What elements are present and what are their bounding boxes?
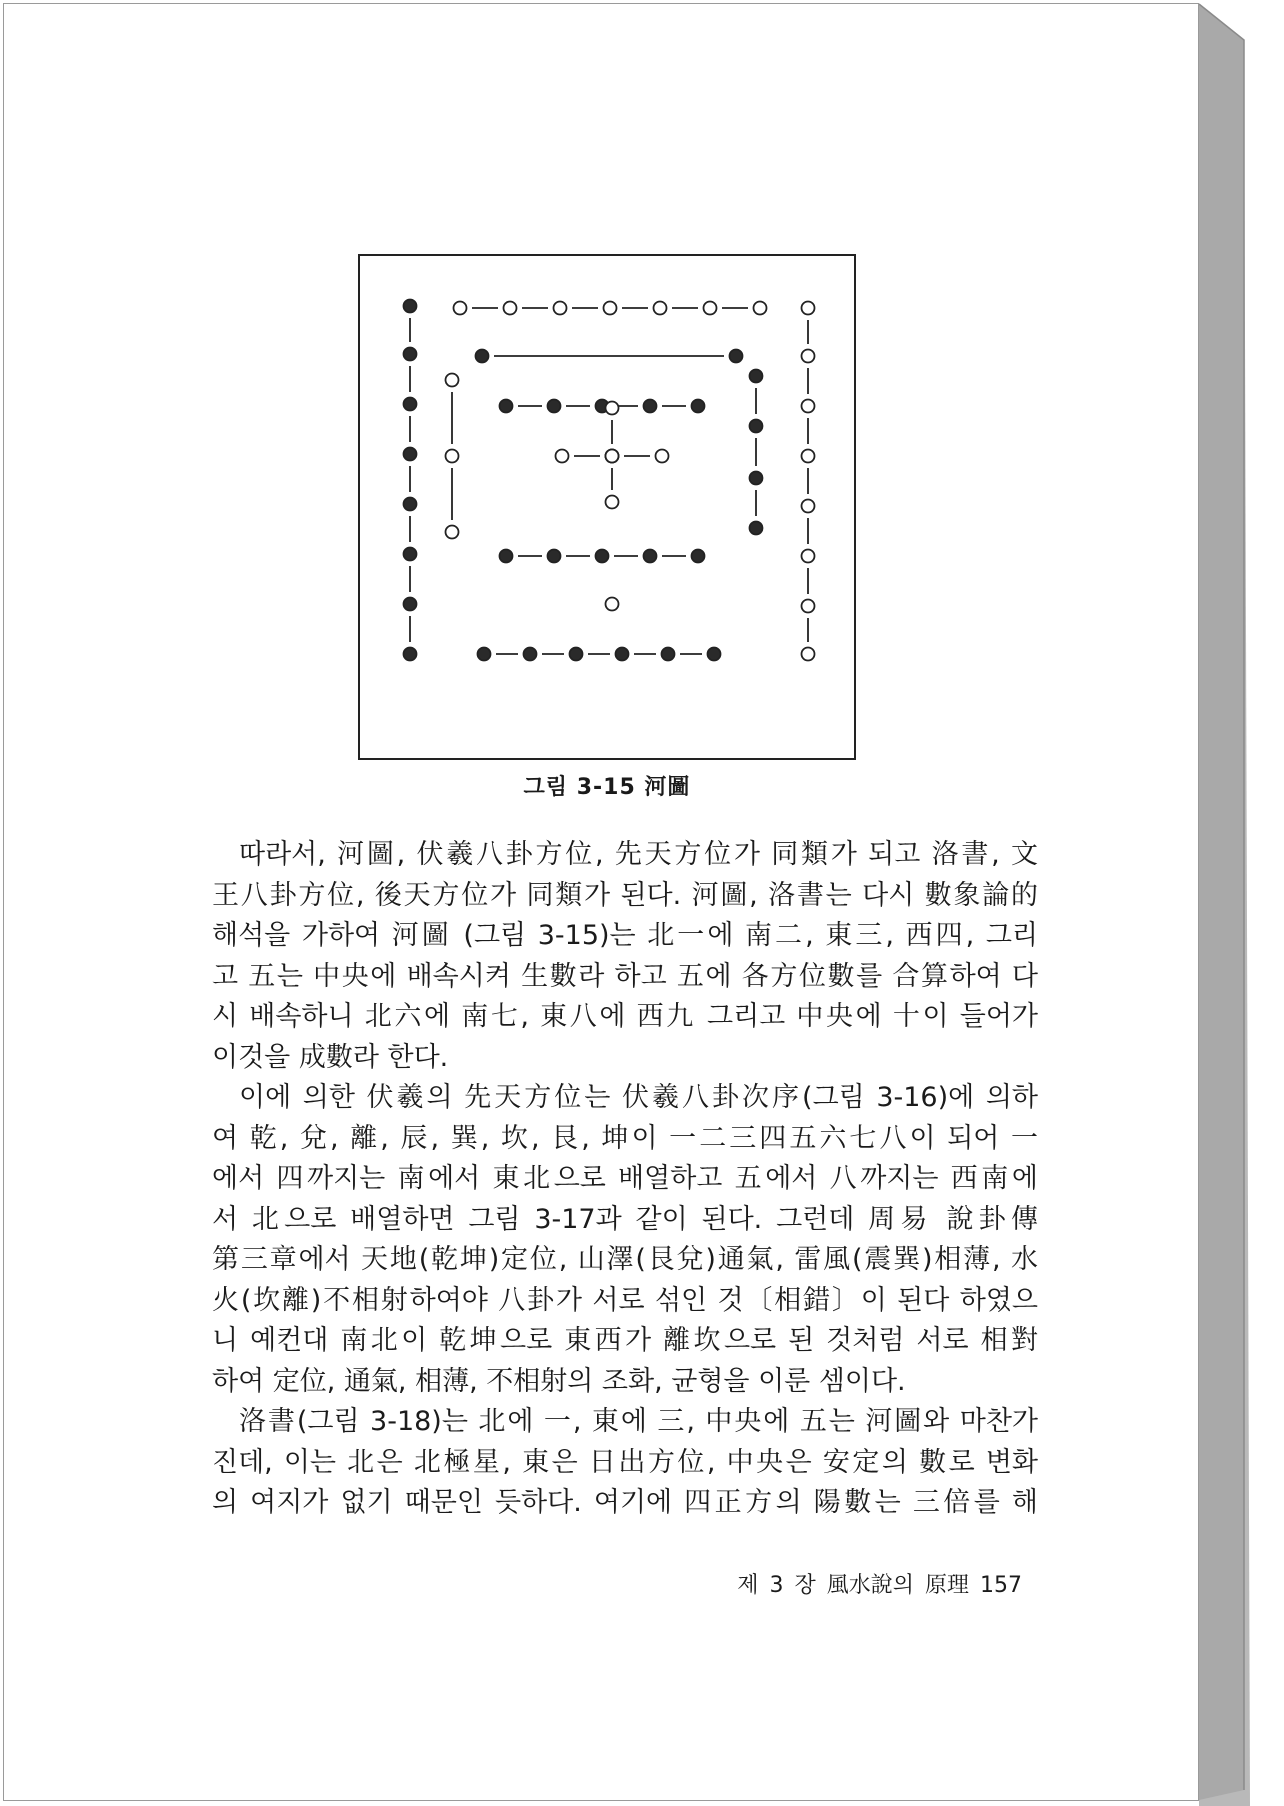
paragraph-1 bbox=[212, 835, 1038, 1078]
yang-dot bbox=[606, 598, 619, 611]
yin-dot bbox=[404, 398, 417, 411]
yin-dot bbox=[404, 598, 417, 611]
text-line: 하여 定位, 通氣, 相薄, 不相射의 조화, 균형을 이룬 셈이다. bbox=[212, 1365, 906, 1397]
text-line: 이것을 成數라 한다. bbox=[212, 1041, 449, 1073]
yang-dot bbox=[556, 450, 569, 463]
yang-dot bbox=[504, 302, 517, 315]
text-line: 王八卦方位, 後天方位가 同類가 된다. 河圖, 洛書는 다시 數象論的 bbox=[212, 879, 1038, 911]
text-line: 고 五는 中央에 배속시켜 生數라 하고 五에 各方位數를 合算하여 다 bbox=[212, 960, 1038, 992]
yin-dot bbox=[404, 300, 417, 313]
yang-dot bbox=[802, 600, 815, 613]
yin-dot bbox=[478, 648, 491, 661]
yang-dot bbox=[454, 302, 467, 315]
yin-dot bbox=[692, 400, 705, 413]
yin-dot bbox=[404, 548, 417, 561]
yin-dot bbox=[730, 350, 743, 363]
text-line: 따라서, 河圖, 伏羲八卦方位, 先天方位가 同類가 되고 洛書, 文 bbox=[239, 839, 1038, 870]
yang-dot bbox=[554, 302, 567, 315]
text-line: 진데, 이는 北은 北極星, 東은 日出方位, 中央은 安定의 數로 변화 bbox=[212, 1446, 1038, 1478]
yin-dot bbox=[524, 648, 537, 661]
text-line: 서 北으로 배열하면 그림 3-17과 같이 된다. 그런데 周易 說卦傳 bbox=[212, 1203, 1038, 1235]
yin-dot bbox=[476, 350, 489, 363]
text-line: 洛書(그림 3-18)는 北에 一, 東에 三, 中央에 五는 河圖와 마찬가 bbox=[239, 1406, 1038, 1437]
yang-dot bbox=[802, 450, 815, 463]
text-line: 시 배속하니 北六에 南七, 東八에 西九 그리고 中央에 十이 들어가 bbox=[212, 1001, 1038, 1032]
yin-dot bbox=[692, 550, 705, 563]
yin-dot bbox=[750, 370, 763, 383]
paragraph-2 bbox=[212, 1078, 1038, 1402]
yin-dot bbox=[708, 648, 721, 661]
yin-dot bbox=[500, 400, 513, 413]
text-line: 여 乾, 兌, 離, 辰, 巽, 坎, 艮, 坤이 一二三四五六七八이 되어 一 bbox=[212, 1122, 1038, 1154]
yin-dot bbox=[404, 648, 417, 661]
text-line: 에서 四까지는 南에서 東北으로 배열하고 五에서 八까지는 西南에 bbox=[212, 1163, 1038, 1194]
body-text bbox=[212, 835, 1038, 1524]
yang-dot bbox=[656, 450, 669, 463]
yang-dot bbox=[604, 302, 617, 315]
yang-dot bbox=[446, 374, 459, 387]
yang-dot bbox=[606, 402, 619, 415]
yin-dot bbox=[596, 550, 609, 563]
yang-dot bbox=[446, 450, 459, 463]
yin-dot bbox=[548, 550, 561, 563]
text-line: 第三章에서 天地(乾坤)定位, 山澤(艮兌)通氣, 雷風(震巽)相薄, 水 bbox=[212, 1244, 1038, 1275]
yin-dot bbox=[662, 648, 675, 661]
yang-dot bbox=[802, 648, 815, 661]
yang-dot bbox=[606, 496, 619, 509]
text-line: 해석을 가하여 河圖 (그림 3-15)는 北一에 南二, 東三, 西四, 그리 bbox=[212, 920, 1038, 951]
text-line: 이에 의한 伏羲의 先天方位는 伏羲八卦次序(그림 3-16)에 의하 bbox=[239, 1082, 1038, 1113]
text-line: 니 예컨대 南北이 乾坤으로 東西가 離坎으로 된 것처럼 서로 相對 bbox=[212, 1325, 1038, 1356]
text-line: 火(坎離)不相射하여야 八卦가 서로 섞인 것〔相錯〕이 된다 하였으 bbox=[212, 1284, 1038, 1316]
hetu-figure bbox=[358, 254, 856, 760]
yin-dot bbox=[616, 648, 629, 661]
yin-dot bbox=[404, 448, 417, 461]
yin-dot bbox=[548, 400, 561, 413]
yin-dot bbox=[750, 420, 763, 433]
yin-dot bbox=[644, 550, 657, 563]
hetu-diagram bbox=[360, 256, 854, 758]
yin-dot bbox=[644, 400, 657, 413]
yang-dot bbox=[802, 550, 815, 563]
yang-dot bbox=[802, 302, 815, 315]
yin-dot bbox=[750, 522, 763, 535]
yin-dot bbox=[570, 648, 583, 661]
yin-dot bbox=[500, 550, 513, 563]
yang-dot bbox=[754, 302, 767, 315]
figure-caption: 그림 3-15 河圖 bbox=[523, 775, 691, 800]
yang-dot bbox=[606, 450, 619, 463]
yang-dot bbox=[446, 526, 459, 539]
yang-dot bbox=[802, 350, 815, 363]
yang-dot bbox=[802, 400, 815, 413]
yang-dot bbox=[704, 302, 717, 315]
yang-dot bbox=[654, 302, 667, 315]
running-footer: 제 3 장 風水說의 原理 157 bbox=[737, 1573, 1022, 1598]
text-line: 의 여지가 없기 때문인 듯하다. 여기에 四正方의 陽數는 三倍를 해 bbox=[212, 1487, 1038, 1518]
yin-dot bbox=[404, 498, 417, 511]
yin-dot bbox=[404, 348, 417, 361]
yin-dot bbox=[750, 472, 763, 485]
yang-dot bbox=[802, 500, 815, 513]
paragraph-3 bbox=[212, 1402, 1038, 1524]
